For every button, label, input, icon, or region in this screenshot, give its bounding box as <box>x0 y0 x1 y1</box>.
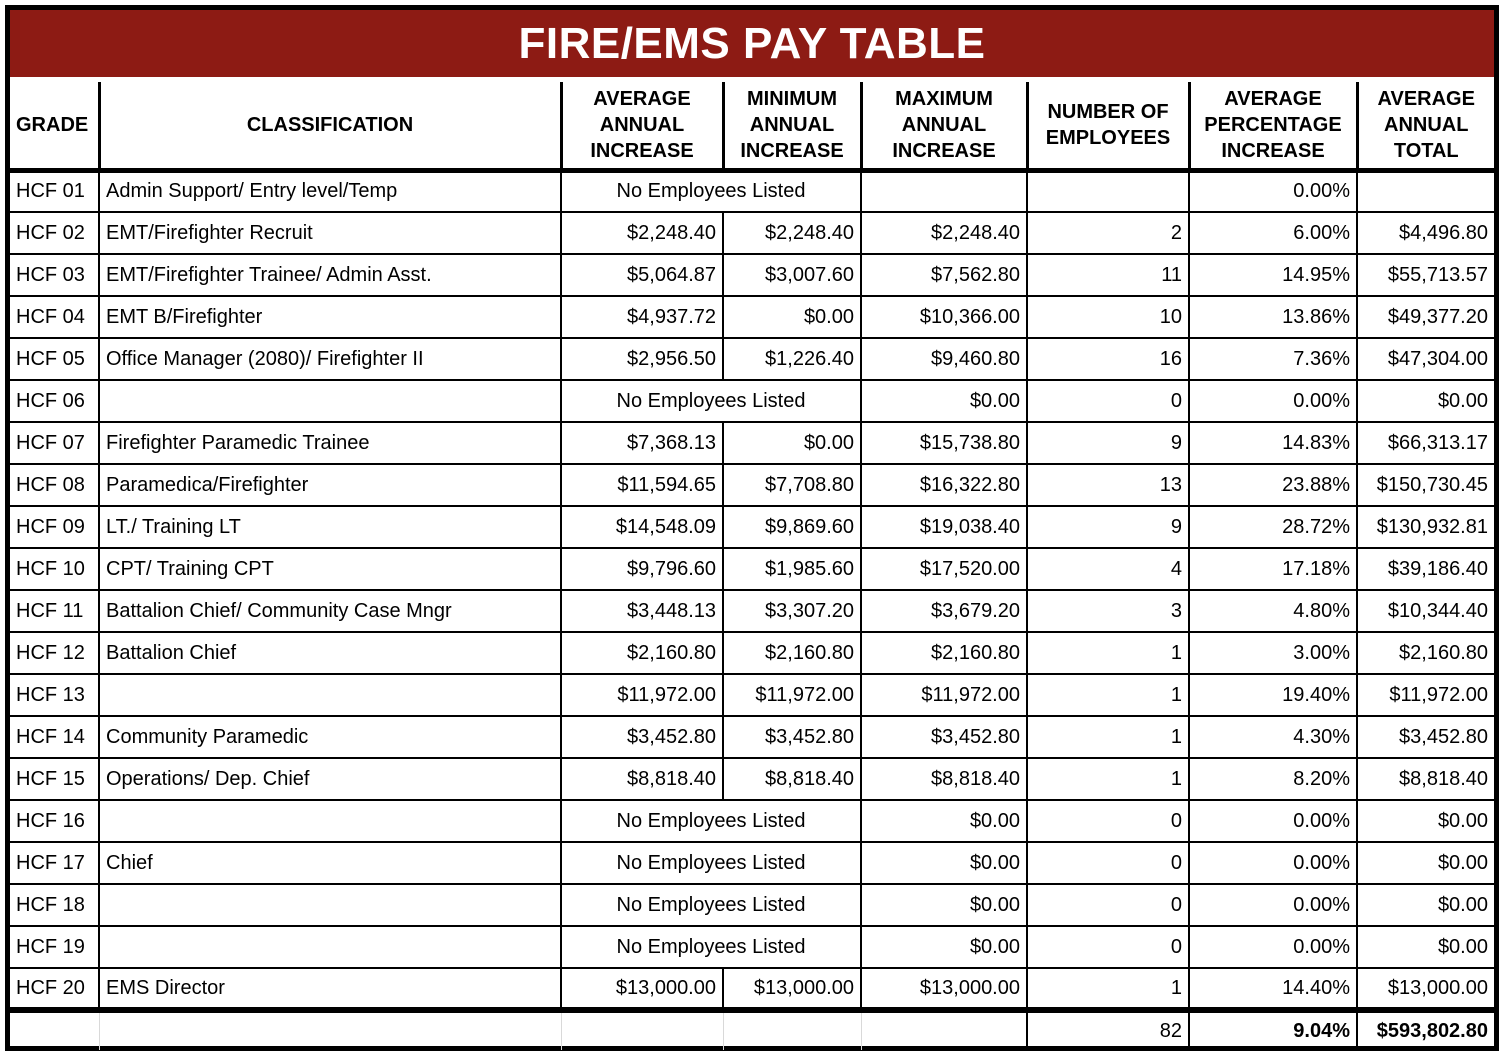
grade-cell: HCF 20 <box>10 968 99 1010</box>
avg-increase-cell: $3,448.13 <box>561 590 723 632</box>
max-increase-cell: $7,562.80 <box>861 254 1027 296</box>
table-row <box>10 338 1494 380</box>
table-row <box>10 590 1494 632</box>
totals-empty-cell <box>723 1010 861 1050</box>
employees-cell: 10 <box>1027 296 1189 338</box>
classification-cell: Paramedica/Firefighter <box>99 464 561 506</box>
avg-pct-cell: 0.00% <box>1189 842 1357 884</box>
classification-cell: Community Paramedic <box>99 716 561 758</box>
max-increase-cell: $10,366.00 <box>861 296 1027 338</box>
header-line: AVERAGE <box>593 87 691 110</box>
totals-empty-cell <box>861 1010 1027 1050</box>
table-row <box>10 254 1494 296</box>
avg-pct-cell: 8.20% <box>1189 758 1357 800</box>
classification-cell: Admin Support/ Entry level/Temp <box>99 170 561 212</box>
header-employees <box>1027 82 1189 170</box>
classification-cell: EMT B/Firefighter <box>99 296 561 338</box>
table-row <box>10 632 1494 674</box>
grade-cell: HCF 12 <box>10 632 99 674</box>
avg-total-cell: $0.00 <box>1357 842 1494 884</box>
avg-increase-cell: $8,818.40 <box>561 758 723 800</box>
table-row <box>10 968 1494 1010</box>
avg-increase-cell: $2,160.80 <box>561 632 723 674</box>
max-increase-cell: $0.00 <box>861 800 1027 842</box>
min-increase-cell: $3,007.60 <box>723 254 861 296</box>
header-line: EMPLOYEES <box>1045 126 1171 149</box>
header-avg-increase <box>561 82 723 170</box>
avg-pct-cell: 4.30% <box>1189 716 1357 758</box>
totals-avg-total: $593,802.80 <box>1357 1010 1494 1050</box>
classification-cell <box>99 884 561 926</box>
employees-cell: 1 <box>1027 758 1189 800</box>
header-row <box>10 82 1494 170</box>
min-increase-cell: $9,869.60 <box>723 506 861 548</box>
table-row <box>10 548 1494 590</box>
min-increase-cell: $3,307.20 <box>723 590 861 632</box>
table-row <box>10 170 1494 212</box>
no-employees-note: No Employees Listed <box>561 380 861 422</box>
header-grade: GRADE <box>10 82 99 170</box>
table-row <box>10 758 1494 800</box>
employees-cell: 0 <box>1027 926 1189 968</box>
header-line: ANNUAL <box>599 113 685 136</box>
employees-cell: 0 <box>1027 380 1189 422</box>
classification-cell: CPT/ Training CPT <box>99 548 561 590</box>
header-line: NUMBER OF <box>1047 100 1169 123</box>
grade-cell: HCF 08 <box>10 464 99 506</box>
classification-cell: EMT/Firefighter Recruit <box>99 212 561 254</box>
avg-total-cell: $150,730.45 <box>1357 464 1494 506</box>
table-row <box>10 464 1494 506</box>
min-increase-cell: $0.00 <box>723 422 861 464</box>
avg-total-cell: $0.00 <box>1357 884 1494 926</box>
table-row <box>10 296 1494 338</box>
grade-cell: HCF 09 <box>10 506 99 548</box>
table-row <box>10 926 1494 968</box>
header-line: INCREASE <box>892 139 996 162</box>
employees-cell: 9 <box>1027 506 1189 548</box>
avg-increase-cell: $14,548.09 <box>561 506 723 548</box>
min-increase-cell: $3,452.80 <box>723 716 861 758</box>
employees-cell: 0 <box>1027 884 1189 926</box>
no-employees-note: No Employees Listed <box>561 842 861 884</box>
grade-cell: HCF 16 <box>10 800 99 842</box>
totals-empty-cell <box>561 1010 723 1050</box>
grade-cell: HCF 19 <box>10 926 99 968</box>
avg-total-cell: $11,972.00 <box>1357 674 1494 716</box>
totals-empty-cell <box>99 1010 561 1050</box>
avg-total-cell: $130,932.81 <box>1357 506 1494 548</box>
employees-cell: 0 <box>1027 800 1189 842</box>
classification-cell: Firefighter Paramedic Trainee <box>99 422 561 464</box>
avg-total-cell: $8,818.40 <box>1357 758 1494 800</box>
avg-increase-cell: $4,937.72 <box>561 296 723 338</box>
avg-pct-cell: 23.88% <box>1189 464 1357 506</box>
table-row <box>10 800 1494 842</box>
grade-cell: HCF 06 <box>10 380 99 422</box>
avg-total-cell <box>1357 170 1494 212</box>
max-increase-cell: $15,738.80 <box>861 422 1027 464</box>
min-increase-cell: $0.00 <box>723 296 861 338</box>
table-row <box>10 422 1494 464</box>
employees-cell: 1 <box>1027 716 1189 758</box>
grade-cell: HCF 10 <box>10 548 99 590</box>
header-line: INCREASE <box>740 139 844 162</box>
table-row <box>10 842 1494 884</box>
max-increase-cell: $17,520.00 <box>861 548 1027 590</box>
avg-total-cell: $66,313.17 <box>1357 422 1494 464</box>
classification-cell <box>99 380 561 422</box>
avg-increase-cell: $13,000.00 <box>561 968 723 1010</box>
avg-pct-cell: 28.72% <box>1189 506 1357 548</box>
employees-cell: 1 <box>1027 674 1189 716</box>
avg-total-cell: $55,713.57 <box>1357 254 1494 296</box>
table-body <box>10 170 1494 1010</box>
avg-total-cell: $47,304.00 <box>1357 338 1494 380</box>
employees-cell: 1 <box>1027 632 1189 674</box>
header-line: MINIMUM <box>747 87 837 110</box>
avg-increase-cell: $11,594.65 <box>561 464 723 506</box>
no-employees-note: No Employees Listed <box>561 170 861 212</box>
totals-row <box>10 1010 1494 1050</box>
avg-pct-cell: 14.95% <box>1189 254 1357 296</box>
table-row <box>10 212 1494 254</box>
max-increase-cell: $13,000.00 <box>861 968 1027 1010</box>
avg-pct-cell: 17.18% <box>1189 548 1357 590</box>
classification-cell: Operations/ Dep. Chief <box>99 758 561 800</box>
avg-pct-cell: 14.83% <box>1189 422 1357 464</box>
classification-cell: Office Manager (2080)/ Firefighter II <box>99 338 561 380</box>
avg-pct-cell: 0.00% <box>1189 926 1357 968</box>
avg-pct-cell: 7.36% <box>1189 338 1357 380</box>
header-line: ANNUAL <box>1384 113 1469 136</box>
max-increase-cell: $0.00 <box>861 380 1027 422</box>
employees-cell <box>1027 170 1189 212</box>
max-increase-cell: $3,452.80 <box>861 716 1027 758</box>
employees-cell: 4 <box>1027 548 1189 590</box>
header-line: TOTAL <box>1393 139 1459 162</box>
header-avg-total <box>1357 82 1494 170</box>
max-increase-cell <box>861 170 1027 212</box>
max-increase-cell: $0.00 <box>861 926 1027 968</box>
employees-cell: 1 <box>1027 968 1189 1010</box>
employees-cell: 2 <box>1027 212 1189 254</box>
max-increase-cell: $16,322.80 <box>861 464 1027 506</box>
avg-total-cell: $49,377.20 <box>1357 296 1494 338</box>
classification-cell: Battalion Chief/ Community Case Mngr <box>99 590 561 632</box>
classification-cell: EMS Director <box>99 968 561 1010</box>
header-max-increase <box>861 82 1027 170</box>
max-increase-cell: $0.00 <box>861 884 1027 926</box>
avg-increase-cell: $2,248.40 <box>561 212 723 254</box>
avg-total-cell: $0.00 <box>1357 800 1494 842</box>
avg-pct-cell: 0.00% <box>1189 170 1357 212</box>
no-employees-note: No Employees Listed <box>561 926 861 968</box>
employees-cell: 0 <box>1027 842 1189 884</box>
max-increase-cell: $2,160.80 <box>861 632 1027 674</box>
avg-total-cell: $2,160.80 <box>1357 632 1494 674</box>
employees-cell: 3 <box>1027 590 1189 632</box>
max-increase-cell: $3,679.20 <box>861 590 1027 632</box>
totals-employees: 82 <box>1027 1010 1189 1050</box>
grade-cell: HCF 02 <box>10 212 99 254</box>
min-increase-cell: $2,248.40 <box>723 212 861 254</box>
avg-increase-cell: $3,452.80 <box>561 716 723 758</box>
header-line: ANNUAL <box>749 113 835 136</box>
min-increase-cell: $11,972.00 <box>723 674 861 716</box>
pay-table-frame <box>5 5 1499 1051</box>
avg-pct-cell: 6.00% <box>1189 212 1357 254</box>
avg-total-cell: $0.00 <box>1357 926 1494 968</box>
avg-pct-cell: 0.00% <box>1189 380 1357 422</box>
grade-cell: HCF 05 <box>10 338 99 380</box>
avg-pct-cell: 19.40% <box>1189 674 1357 716</box>
avg-increase-cell: $5,064.87 <box>561 254 723 296</box>
header-line: MAXIMUM <box>895 87 993 110</box>
classification-cell: Battalion Chief <box>99 632 561 674</box>
avg-pct-cell: 3.00% <box>1189 632 1357 674</box>
avg-pct-cell: 13.86% <box>1189 296 1357 338</box>
min-increase-cell: $1,226.40 <box>723 338 861 380</box>
table-row <box>10 674 1494 716</box>
max-increase-cell: $19,038.40 <box>861 506 1027 548</box>
avg-total-cell: $13,000.00 <box>1357 968 1494 1010</box>
grade-cell: HCF 15 <box>10 758 99 800</box>
employees-cell: 11 <box>1027 254 1189 296</box>
min-increase-cell: $8,818.40 <box>723 758 861 800</box>
grade-cell: HCF 17 <box>10 842 99 884</box>
classification-cell <box>99 800 561 842</box>
pay-table <box>10 82 1494 1050</box>
max-increase-cell: $11,972.00 <box>861 674 1027 716</box>
table-row <box>10 506 1494 548</box>
avg-increase-cell: $2,956.50 <box>561 338 723 380</box>
classification-cell: LT./ Training LT <box>99 506 561 548</box>
avg-total-cell: $10,344.40 <box>1357 590 1494 632</box>
max-increase-cell: $2,248.40 <box>861 212 1027 254</box>
min-increase-cell: $1,985.60 <box>723 548 861 590</box>
employees-cell: 13 <box>1027 464 1189 506</box>
avg-increase-cell: $9,796.60 <box>561 548 723 590</box>
page-title: FIRE/EMS PAY TABLE <box>10 10 1494 77</box>
min-increase-cell: $2,160.80 <box>723 632 861 674</box>
avg-total-cell: $39,186.40 <box>1357 548 1494 590</box>
totals-empty-cell <box>10 1010 99 1050</box>
header-avg-pct <box>1189 82 1357 170</box>
grade-cell: HCF 07 <box>10 422 99 464</box>
totals-avg-pct: 9.04% <box>1189 1010 1357 1050</box>
avg-pct-cell: 14.40% <box>1189 968 1357 1010</box>
header-line: PERCENTAGE <box>1204 113 1342 136</box>
avg-increase-cell: $11,972.00 <box>561 674 723 716</box>
avg-pct-cell: 4.80% <box>1189 590 1357 632</box>
header-line: INCREASE <box>1221 139 1325 162</box>
grade-cell: HCF 04 <box>10 296 99 338</box>
min-increase-cell: $13,000.00 <box>723 968 861 1010</box>
header-line: INCREASE <box>590 139 694 162</box>
header-line: AVERAGE <box>1377 87 1475 110</box>
max-increase-cell: $8,818.40 <box>861 758 1027 800</box>
employees-cell: 9 <box>1027 422 1189 464</box>
header-line: ANNUAL <box>901 113 987 136</box>
avg-pct-cell: 0.00% <box>1189 884 1357 926</box>
classification-cell: Chief <box>99 842 561 884</box>
no-employees-note: No Employees Listed <box>561 800 861 842</box>
table-row <box>10 380 1494 422</box>
avg-increase-cell: $7,368.13 <box>561 422 723 464</box>
grade-cell: HCF 18 <box>10 884 99 926</box>
table-row <box>10 716 1494 758</box>
header-line: AVERAGE <box>1224 87 1322 110</box>
avg-total-cell: $3,452.80 <box>1357 716 1494 758</box>
grade-cell: HCF 01 <box>10 170 99 212</box>
avg-pct-cell: 0.00% <box>1189 800 1357 842</box>
classification-cell <box>99 674 561 716</box>
avg-total-cell: $4,496.80 <box>1357 212 1494 254</box>
grade-cell: HCF 11 <box>10 590 99 632</box>
max-increase-cell: $9,460.80 <box>861 338 1027 380</box>
table-row <box>10 884 1494 926</box>
min-increase-cell: $7,708.80 <box>723 464 861 506</box>
grade-cell: HCF 13 <box>10 674 99 716</box>
classification-cell: EMT/Firefighter Trainee/ Admin Asst. <box>99 254 561 296</box>
header-min-increase <box>723 82 861 170</box>
grade-cell: HCF 03 <box>10 254 99 296</box>
employees-cell: 16 <box>1027 338 1189 380</box>
header-classification: CLASSIFICATION <box>99 82 561 170</box>
avg-total-cell: $0.00 <box>1357 380 1494 422</box>
grade-cell: HCF 14 <box>10 716 99 758</box>
no-employees-note: No Employees Listed <box>561 884 861 926</box>
classification-cell <box>99 926 561 968</box>
max-increase-cell: $0.00 <box>861 842 1027 884</box>
